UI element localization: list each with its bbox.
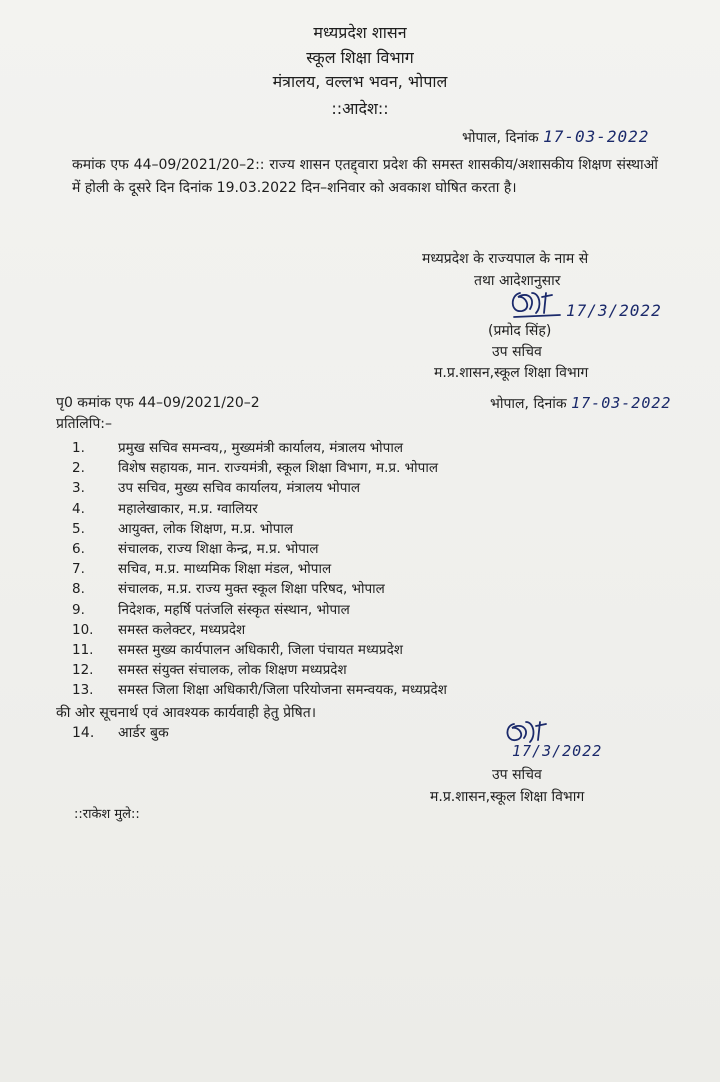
- copy-to-label: प्रतिलिपि:–: [56, 416, 112, 432]
- order-date-handwritten: 17-03-2022: [543, 127, 650, 146]
- list-item: [72, 640, 672, 660]
- item-text: महालेखाकार, म.प्र. ग्वालियर: [118, 500, 258, 517]
- item-number: 2.: [72, 460, 85, 477]
- list-item: [72, 579, 672, 599]
- list-item: [72, 438, 672, 458]
- item-text: समस्त संयुक्त संचालक, लोक शिक्षण मध्यप्रदेश: [118, 662, 347, 679]
- list-item: [72, 478, 672, 498]
- item-number: 3.: [72, 480, 85, 497]
- item-number: 14.: [72, 725, 95, 741]
- item-number: 9.: [72, 601, 85, 618]
- list-item: [72, 499, 672, 519]
- item-text: आयुक्त, लोक शिक्षण, म.प्र. भोपाल: [118, 520, 294, 537]
- item-text: निदेशक, महर्षि पतंजलि संस्कृत संस्थान, भोपाल: [118, 601, 350, 618]
- item-number: 1.: [72, 440, 85, 456]
- authority-line-2: तथा आदेशानुसार: [474, 273, 561, 289]
- item-number: 8.: [72, 581, 85, 598]
- item-number: 10.: [72, 621, 94, 638]
- department-name: स्कूल शिक्षा विभाग: [306, 48, 414, 67]
- list-item: [72, 680, 672, 700]
- list-item: [72, 660, 672, 680]
- item-text: संचालक, राज्य शिक्षा केन्द्र, म.प्र. भोपाल: [118, 540, 319, 557]
- list-item: [72, 519, 672, 539]
- signatory-title-2: उप सचिव: [492, 767, 542, 783]
- signatory-dept-2: म.प्र.शासन,स्कूल शिक्षा विभाग: [430, 789, 585, 805]
- list-item: [72, 458, 672, 478]
- signatory-name: (प्रमोद सिंह): [488, 323, 552, 339]
- copy-ref-number: पृ0 कमांक एफ 44–09/2021/20–2: [56, 395, 260, 411]
- signature-mark: [506, 287, 572, 321]
- order-title: ::आदेश::: [331, 99, 389, 118]
- list-item: [72, 620, 672, 640]
- order-date: [462, 128, 649, 147]
- order-body: कमांक एफ 44–09/2021/20–2:: राज्य शासन एतद्द्वारा प्रदेश की समस्त शासकीय/अशासकीय शिक्षण संस्थाओं में होली के दूसरे दिन दिनांक 19.03.2022 दिन–शनिवार को अवकाश घोषित करता है।: [72, 157, 658, 196]
- authority-line-1: मध्यप्रदेश के राज्यपाल के नाम से: [422, 251, 589, 267]
- item-number: 13.: [72, 682, 94, 699]
- forwarding-note: की ओर सूचनार्थ एवं आवश्यक कार्यवाही हेतु प्रेषित।: [56, 705, 317, 721]
- signature-date-2: 17/3/2022: [512, 742, 603, 760]
- signatory-title-1: उप सचिव: [492, 344, 542, 360]
- copy-date-label: भोपाल, दिनांक: [490, 396, 567, 412]
- item-text: समस्त मुख्य कार्यपालन अधिकारी, जिला पंचायत मध्यप्रदेश: [118, 641, 403, 658]
- item-number: 7.: [72, 561, 85, 578]
- last-list-item: [72, 724, 169, 742]
- item-text: समस्त जिला शिक्षा अधिकारी/जिला परियोजना समन्वयक, मध्यप्रदेश: [118, 682, 447, 699]
- signature-date-1: 17/3/2022: [566, 301, 662, 320]
- item-number: 12.: [72, 662, 94, 679]
- item-number: 4.: [72, 500, 85, 517]
- item-text: सचिव, म.प्र. माध्यमिक शिक्षा मंडल, भोपाल: [118, 561, 332, 578]
- list-item: [72, 539, 672, 559]
- recipient-list: [72, 438, 672, 700]
- list-item: [72, 559, 672, 579]
- typist-initials: ::राकेश मुले::: [74, 807, 140, 822]
- item-number: 11.: [72, 641, 94, 658]
- item-number: 5.: [72, 520, 85, 537]
- item-text: संचालक, म.प्र. राज्य मुक्त स्कूल शिक्षा परिषद, भोपाल: [118, 581, 385, 598]
- signatory-dept-1: म.प्र.शासन,स्कूल शिक्षा विभाग: [434, 365, 589, 381]
- item-text: उप सचिव, मुख्य सचिव कार्यालय, मंत्रालय भोपाल: [118, 480, 361, 497]
- item-text: समस्त कलेक्टर, मध्यप्रदेश: [118, 621, 246, 638]
- copy-date-handwritten: 17-03-2022: [571, 394, 672, 412]
- item-text: विशेष सहायक, मान. राज्यमंत्री, स्कूल शिक्षा विभाग, म.प्र. भोपाल: [118, 460, 438, 477]
- item-text: आर्डर बुक: [118, 725, 169, 741]
- item-number: 6.: [72, 540, 85, 557]
- office-address: मंत्रालय, वल्लभ भवन, भोपाल: [272, 72, 448, 91]
- gov-name: मध्यप्रदेश शासन: [313, 23, 407, 42]
- copy-date: [490, 394, 671, 413]
- order-date-label: भोपाल, दिनांक: [462, 130, 539, 146]
- item-text: प्रमुख सचिव समन्वय,, मुख्यमंत्री कार्यालय, मंत्रालय भोपाल: [118, 440, 403, 456]
- list-item: [72, 600, 672, 620]
